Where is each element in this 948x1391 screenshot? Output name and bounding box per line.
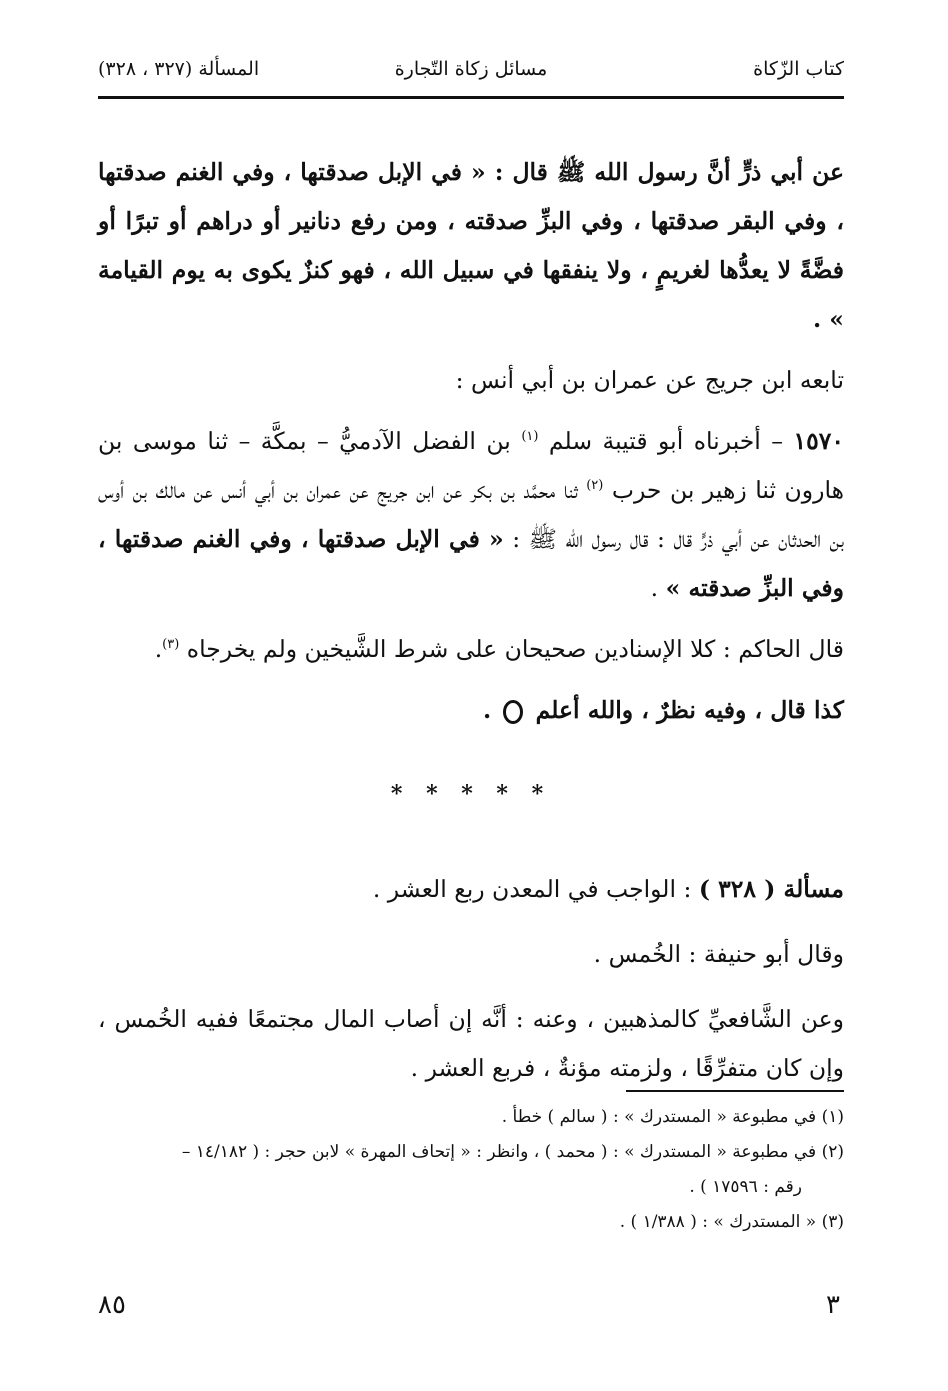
footnote-ref-2: (٢) bbox=[586, 478, 604, 494]
footnote-divider bbox=[626, 1090, 844, 1092]
hakim-statement-end: . bbox=[154, 635, 163, 663]
issue-statement: : الواجب في المعدن ربع العشر . bbox=[372, 875, 699, 903]
hadith-matn: « في الإبل صدقتها ، وفي الغنم صدقتها ، وفي البزِّ صدقته » bbox=[98, 525, 844, 602]
section-separator-stars: * * * * * bbox=[390, 781, 552, 807]
footnote-ref-3: (٣) bbox=[162, 637, 180, 653]
footnote-1: (١) في مطبوعة « المستدرك » : ( سالم ) خطأ . bbox=[501, 1107, 844, 1127]
issue-328-heading bbox=[98, 865, 844, 914]
author-comment: كذا قال ، وفيه نظرٌ ، والله أعلم bbox=[527, 696, 844, 724]
author-comment-end: . bbox=[483, 696, 500, 724]
isnad-part-1: – أخبرناه أبو قتيبة سلم bbox=[538, 427, 794, 455]
end-circle-icon bbox=[503, 700, 523, 724]
narration-note-paragraph: تابعه ابن جريج عن عمران بن أبي أنس : bbox=[455, 366, 844, 394]
page-footer bbox=[98, 1290, 844, 1330]
header-issue-range: المسألة (٣٢٧ ، ٣٢٨) bbox=[98, 58, 260, 80]
running-header bbox=[98, 52, 844, 92]
abu-hanifa-paragraph: وقال أبو حنيفة : الخُمس . bbox=[593, 940, 844, 968]
issue-label: مسألة ( ٣٢٨ ) bbox=[698, 875, 844, 903]
footnote-2-continued: رقم : ١٧٥٩٦ ) . bbox=[689, 1177, 802, 1197]
footnote-ref-1: (١) bbox=[521, 429, 539, 445]
hakim-statement-paragraph bbox=[98, 625, 844, 674]
hadith-number: ١٥٧٠ bbox=[793, 427, 845, 455]
author-comment-paragraph bbox=[98, 686, 844, 735]
shafii-paragraph: وعن الشَّافعيِّ كالمذهبين ، وعنه : أنَّه إن أصاب المال مجتمعًا ففيه الخُمس ، وإن كان متفرِّقًا ، ولزمته مؤنةٌ ، فربع العشر . bbox=[98, 1005, 844, 1082]
page-number: ٨٥ bbox=[98, 1290, 126, 1320]
footnotes bbox=[98, 1100, 844, 1240]
header-section-title: مسائل زكاة التّجارة bbox=[394, 58, 548, 80]
footnote-2: (٢) في مطبوعة « المستدرك » : ( محمد ) ، وانظر : « إتحاف المهرة » لابن حجر : ( ١٤/١٨٢ – bbox=[181, 1142, 844, 1162]
hadith-paragraph-1570 bbox=[98, 417, 844, 613]
hadith-paragraph-1: عن أبي ذرٍّ أنَّ رسول الله ﷺ قال : « في الإبل صدقتها ، وفي الغنم صدقتها ، وفي البقر صدقتها ، وفي البزِّ صدقته ، ومن رفع دنانير أو دراهم أو تبرًا أو فضَّةً لا يعدُّها لغريمٍ ، ولا ينفقها في سبيل الله ، فهو كنزٌ يكوى به يوم القيامة » . bbox=[98, 158, 844, 333]
isnad-part-2: بن الفضل الآدميُّ – بمكَّة – ثنا موسى بن هارون ثنا زهير بن حرب bbox=[98, 427, 844, 504]
isnad-part-3: ثنا محمَّد بن بكر عن ابن جريج عن عمران بن أبي أنس عن مالك بن أوس بن الحدثان عن أبي ذرٍّ قال : قال رسول الله ﷺ : bbox=[98, 476, 844, 553]
header-divider bbox=[98, 96, 844, 99]
main-text bbox=[98, 148, 844, 1093]
volume-number: ٣ bbox=[826, 1290, 840, 1320]
hakim-statement: قال الحاكم : كلا الإسنادين صحيحان على شرط الشَّيخين ولم يخرجاه bbox=[179, 635, 844, 663]
header-book-title: كتاب الزّكاة bbox=[753, 58, 844, 80]
hadith-end: . bbox=[650, 574, 666, 602]
footnote-3: (٣) « المستدرك » : ( ١/٣٨٨ ) . bbox=[619, 1212, 844, 1232]
